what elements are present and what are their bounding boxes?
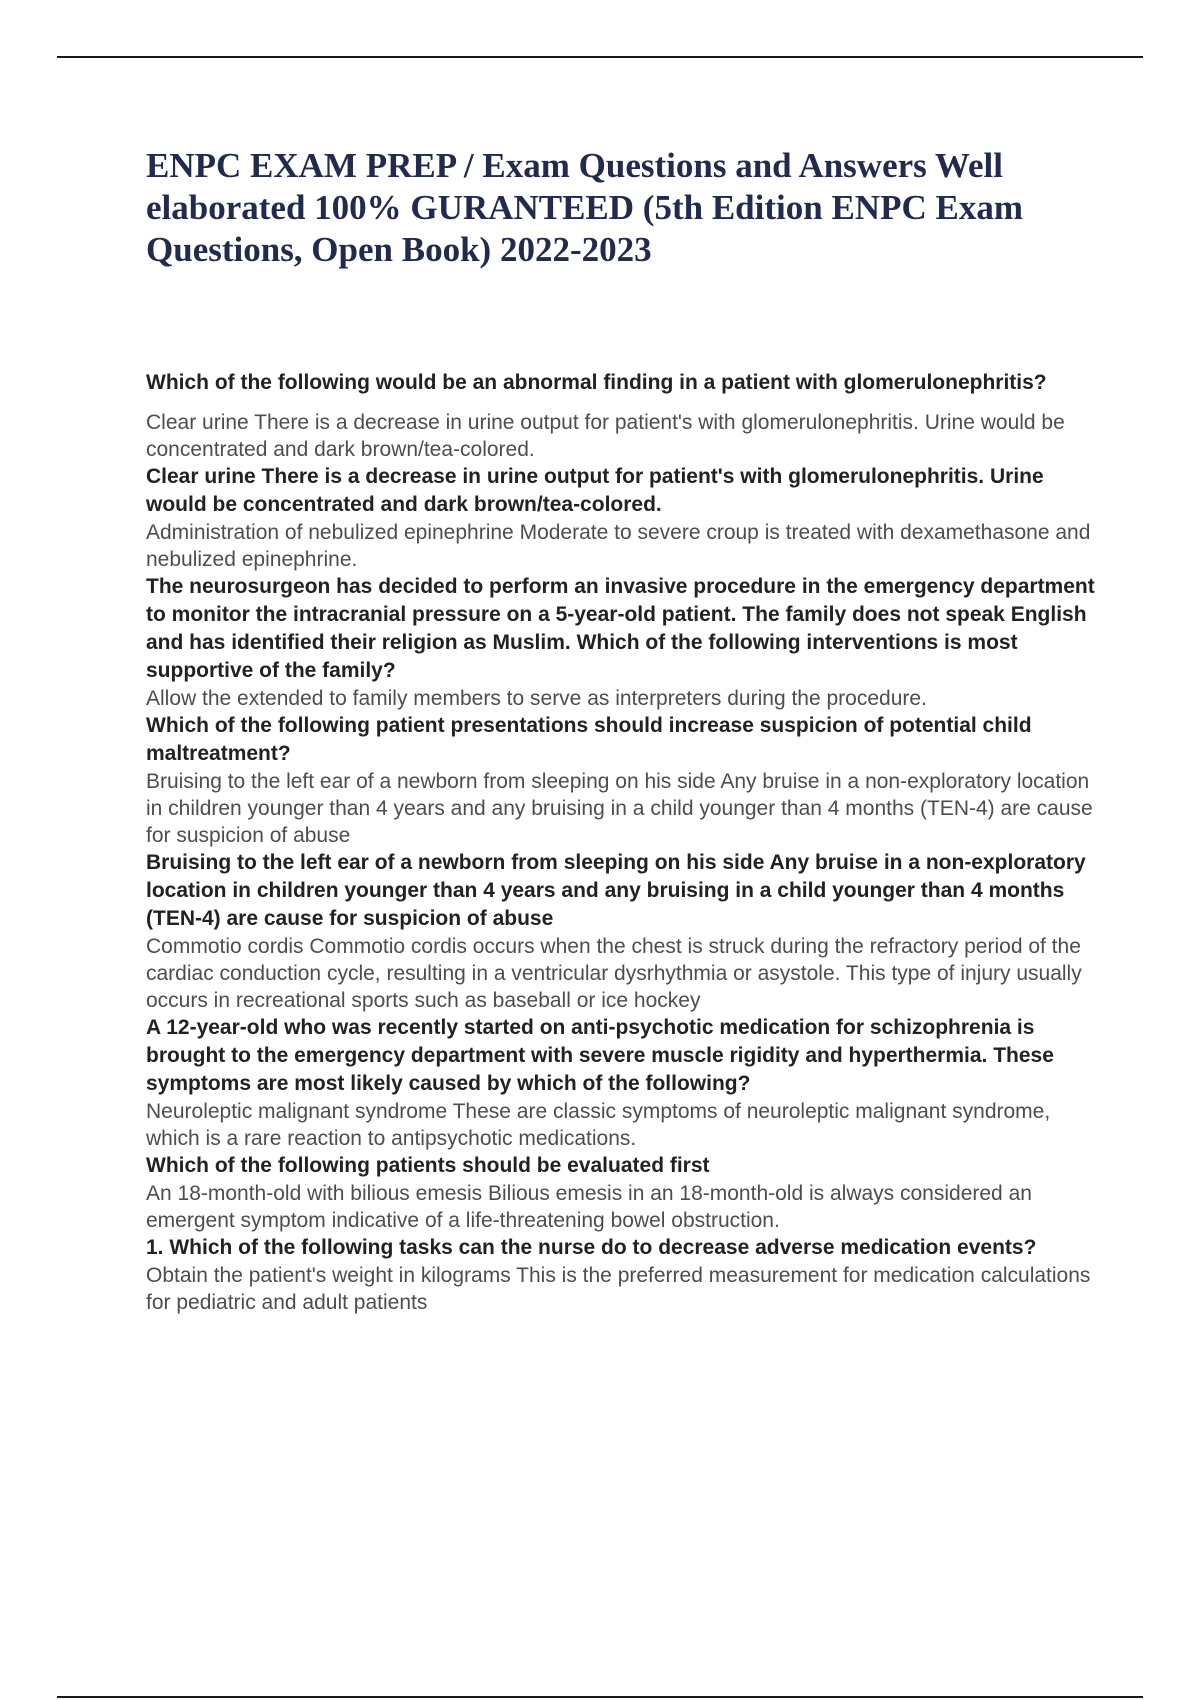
question-text: Which of the following would be an abnormal finding in a patient with glomerulonephritis?: [146, 371, 1047, 394]
answer-text: Commotio cordis Commotio cordis occurs when the chest is struck during the refractory period of the cardiac conduction cycle, resulting in a ventricular dysrhythmia or asystole. This type of injury usually occurs in recreational sports such as baseball or ice hockey: [146, 935, 1082, 1012]
qa-content: [146, 369, 1101, 1316]
answer-text: An 18-month-old with bilious emesis Bilious emesis in an 18-month-old is always considered an emergent symptom indicative of a life-threatening bowel obstruction.: [146, 1182, 1032, 1232]
answer-text: Obtain the patient's weight in kilograms This is the preferred measurement for medication calculations for pediatric and adult patients: [146, 1264, 1091, 1314]
bottom-divider: [57, 1696, 1143, 1698]
question-text: Which of the following patients should be evaluated first: [146, 1154, 710, 1177]
document-title: ENPC EXAM PREP / Exam Questions and Answers Well elaborated 100% GURANTEED (5th Edition ENPC Exam Questions, Open Book) 2022-2023: [146, 146, 1023, 269]
question-text: Which of the following patient presentations should increase suspicion of potential child maltreatment?: [146, 714, 1032, 765]
question-text: A 12-year-old who was recently started on anti-psychotic medication for schizophrenia is brought to the emergency department with severe muscle rigidity and hyperthermia. These symptoms are most likely caused by which of the following?: [146, 1016, 1054, 1095]
answer-text: Bruising to the left ear of a newborn from sleeping on his side Any bruise in a non-exploratory location in children younger than 4 years and any bruising in a child younger than 4 months (TEN-4) are cause for suspicion of abuse: [146, 770, 1093, 847]
question-text: 1. Which of the following tasks can the nurse do to decrease adverse medication events?: [146, 1236, 1037, 1259]
answer-text: Neuroleptic malignant syndrome These are classic symptoms of neuroleptic malignant syndrome, which is a rare reaction to antipsychotic medications.: [146, 1100, 1051, 1150]
question-text: Bruising to the left ear of a newborn from sleeping on his side Any bruise in a non-exploratory location in children younger than 4 years and any bruising in a child younger than 4 months (TEN-4) are cause for suspicion of abuse: [146, 851, 1086, 930]
question-text: The neurosurgeon has decided to perform an invasive procedure in the emergency department to monitor the intracranial pressure on a 5-year-old patient. The family does not speak English and has identified their religion as Muslim. Which of the following interventions is most supportive of the family?: [146, 575, 1095, 682]
top-divider: [57, 56, 1143, 58]
answer-text: Clear urine There is a decrease in urine output for patient's with glomerulonephritis. Urine would be concentrated and dark brown/tea-colored.: [146, 411, 1065, 461]
question-text: Clear urine There is a decrease in urine output for patient's with glomerulonephritis. Urine would be concentrated and dark brown/tea-colored.: [146, 465, 1044, 516]
answer-text: Allow the extended to family members to serve as interpreters during the procedure.: [146, 687, 927, 710]
answer-text: Administration of nebulized epinephrine Moderate to severe croup is treated with dexamethasone and nebulized epinephrine.: [146, 521, 1091, 571]
